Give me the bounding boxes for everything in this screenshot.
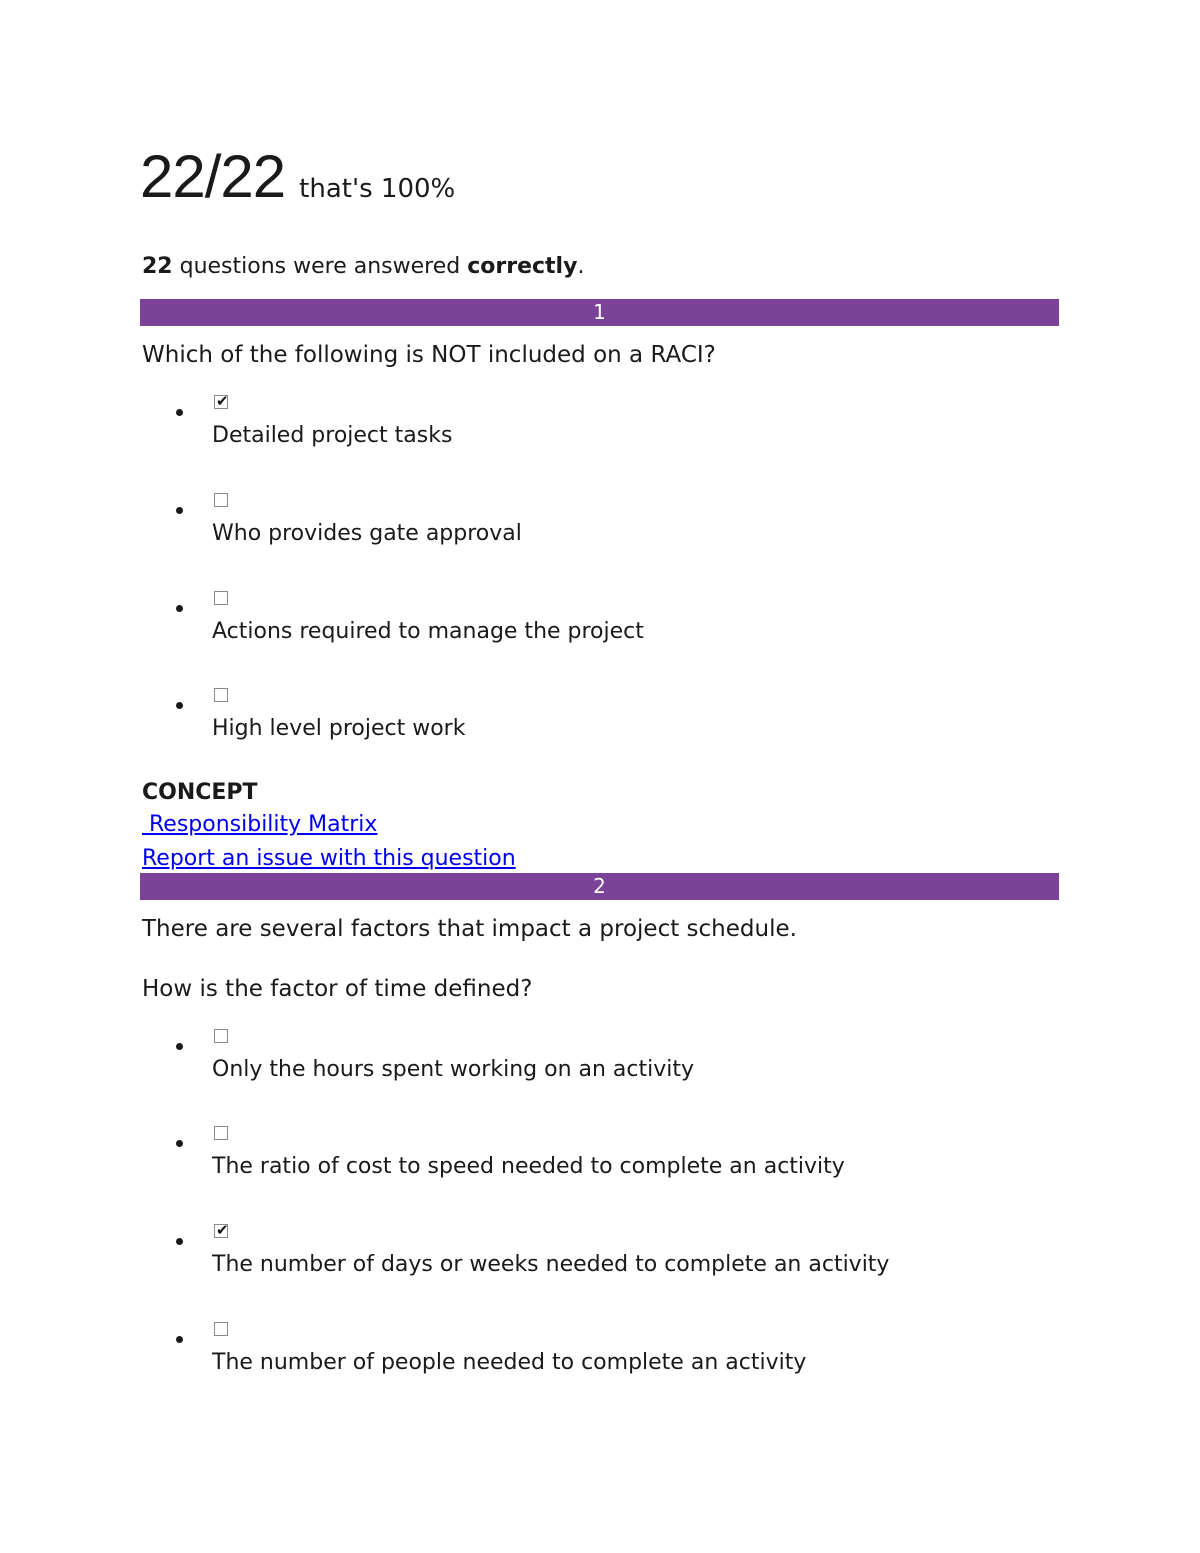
bullet-icon — [176, 1043, 183, 1050]
answer-checkbox[interactable] — [214, 1029, 228, 1043]
bullet-icon — [176, 1140, 183, 1147]
answer-checkbox[interactable] — [214, 688, 228, 702]
answer-checkbox[interactable] — [214, 1126, 228, 1140]
summary-end: . — [577, 254, 585, 279]
bullet-icon — [176, 702, 183, 709]
check-icon: ✔ — [216, 1221, 229, 1239]
concept-heading: CONCEPT — [142, 780, 258, 805]
question-number-bar: 1 — [140, 299, 1059, 326]
results-summary — [142, 254, 584, 279]
summary-emphasis: correctly — [467, 254, 578, 279]
answer-option[interactable] — [140, 493, 1059, 573]
bullet-icon — [176, 1238, 183, 1245]
answer-checkbox[interactable] — [214, 1221, 229, 1239]
answer-option[interactable] — [140, 1322, 1059, 1402]
answer-label: The number of days or weeks needed to complete an activity — [212, 1252, 890, 1277]
summary-middle: questions were answered — [172, 254, 468, 279]
concept-link[interactable]: Responsibility Matrix — [142, 812, 378, 837]
answer-label: Who provides gate approval — [212, 521, 522, 546]
answer-label: The number of people needed to complete an activity — [212, 1350, 807, 1375]
score-percent: that's 100% — [299, 174, 456, 204]
bullet-icon — [176, 409, 183, 416]
question-text: Which of the following is NOT included on a RACI? — [142, 342, 716, 368]
answer-option[interactable] — [140, 1029, 1059, 1109]
bullet-icon — [176, 605, 183, 612]
check-icon: ✔ — [216, 392, 229, 410]
question-text: There are several factors that impact a project schedule. — [142, 916, 797, 942]
question-text: How is the factor of time defined? — [142, 976, 533, 1002]
question-number-bar: 2 — [140, 873, 1059, 900]
score-header — [140, 142, 455, 211]
answer-option[interactable] — [140, 591, 1059, 671]
answer-option[interactable] — [140, 392, 1059, 475]
answer-label: The ratio of cost to speed needed to complete an activity — [212, 1154, 845, 1179]
bullet-icon — [176, 1336, 183, 1343]
bullet-icon — [176, 507, 183, 514]
answer-label: Detailed project tasks — [212, 423, 453, 448]
answer-option[interactable] — [140, 1126, 1059, 1206]
report-issue-link[interactable]: Report an issue with this question — [142, 846, 516, 871]
answer-label: Actions required to manage the project — [212, 619, 644, 644]
answer-checkbox[interactable] — [214, 1322, 228, 1336]
answer-checkbox[interactable] — [214, 392, 229, 410]
answer-checkbox[interactable] — [214, 591, 228, 605]
answer-option[interactable] — [140, 1221, 1059, 1304]
answer-checkbox[interactable] — [214, 493, 228, 507]
summary-count: 22 — [142, 254, 173, 279]
answer-option[interactable] — [140, 688, 1059, 768]
answer-label: Only the hours spent working on an activity — [212, 1057, 695, 1082]
score-fraction: 22/22 — [140, 143, 286, 210]
answer-label: High level project work — [212, 716, 466, 741]
